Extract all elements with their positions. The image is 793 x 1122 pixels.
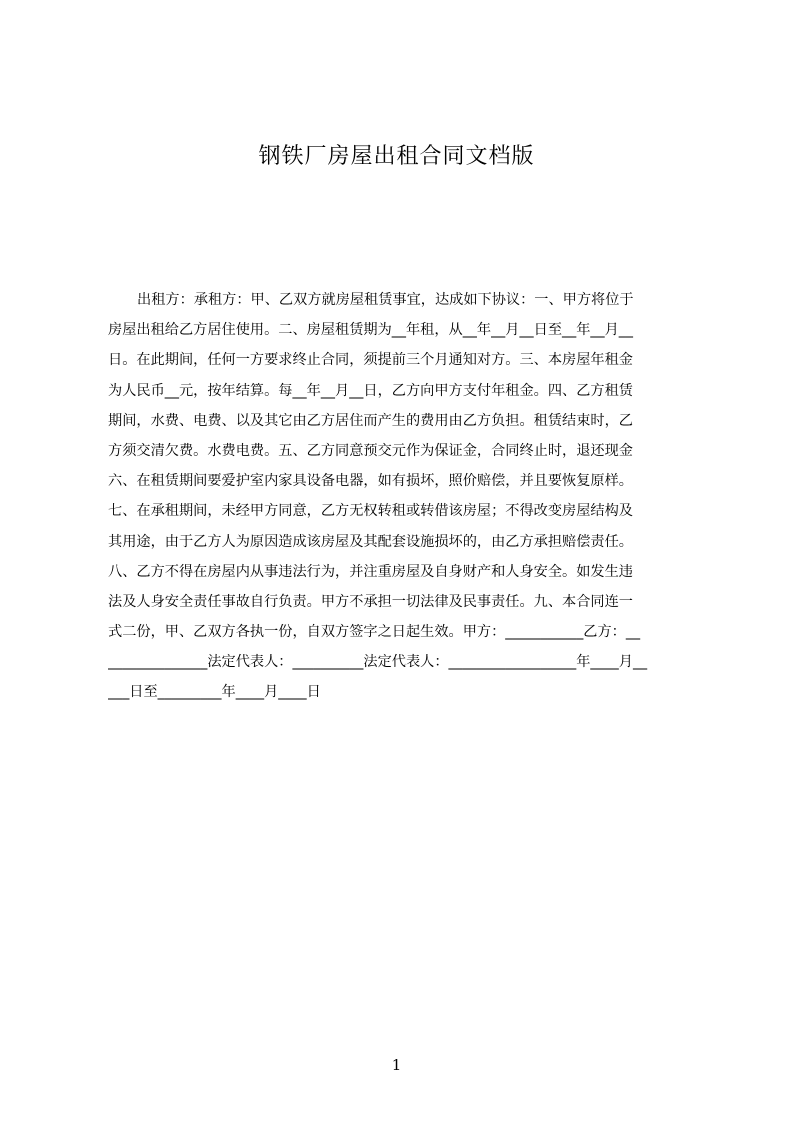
paragraph-line: 法及人身安全责任事故自行负责。甲方不承担一切法律及民事责任。九、本合同连一 [108,593,633,610]
page-number: 1 [391,1056,402,1074]
paragraph-line: 六、在租赁期间要爱护室内家具设备电器，如有损坏，照价赔偿，并且要恢复原样。 [108,473,633,490]
paragraph-line: 其用途，由于乙方人为原因造成该房屋及其配套设施损坏的，由乙方承担赔偿责任。 [108,533,633,550]
paragraph-line: 式二份，甲、乙双方各执一份，自双方签字之日起生效。甲方：___________乙方：__ [108,624,641,641]
paragraph-line: 出租方：承租方：甲、乙双方就房屋租赁事宜，达成如下协议：一、甲方将位于 [137,292,634,308]
paragraph-line: 为人民币__元，按年结算。每__年__月__日，乙方向甲方支付年租金。四、乙方租赁 [108,382,633,399]
document-title: 钢铁厂房屋出租合同文档版 [258,144,535,169]
paragraph-line: 日。在此期间，任何一方要求终止合同，须提前三个月通知对方。三、本房屋年租金 [108,352,633,369]
paragraph-line: 期间，水费、电费、以及其它由乙方居住而产生的费用由乙方负担。租赁结束时，乙 [108,412,633,429]
paragraph-line: ______________法定代表人：__________法定代表人：__________________年____月__ [108,654,648,671]
paragraph-line: 八、乙方不得在房屋内从事违法行为，并注重房屋及自身财产和人身安全。如发生违 [108,563,633,580]
paragraph-line: 七、在承租期间，未经甲方同意，乙方无权转租或转借该房屋；不得改变房屋结构及 [108,503,633,520]
document-body [108,285,698,708]
paragraph-line: 房屋出租给乙方居住使用。二、房屋租赁期为__年租，从__年__月__日至__年__月__ [108,322,633,339]
paragraph-line: ___日至_________年____月____日 [108,684,321,701]
paragraph-line: 方须交清欠费。水费电费。五、乙方同意预交元作为保证金，合同终止时，退还现金 [108,442,633,459]
